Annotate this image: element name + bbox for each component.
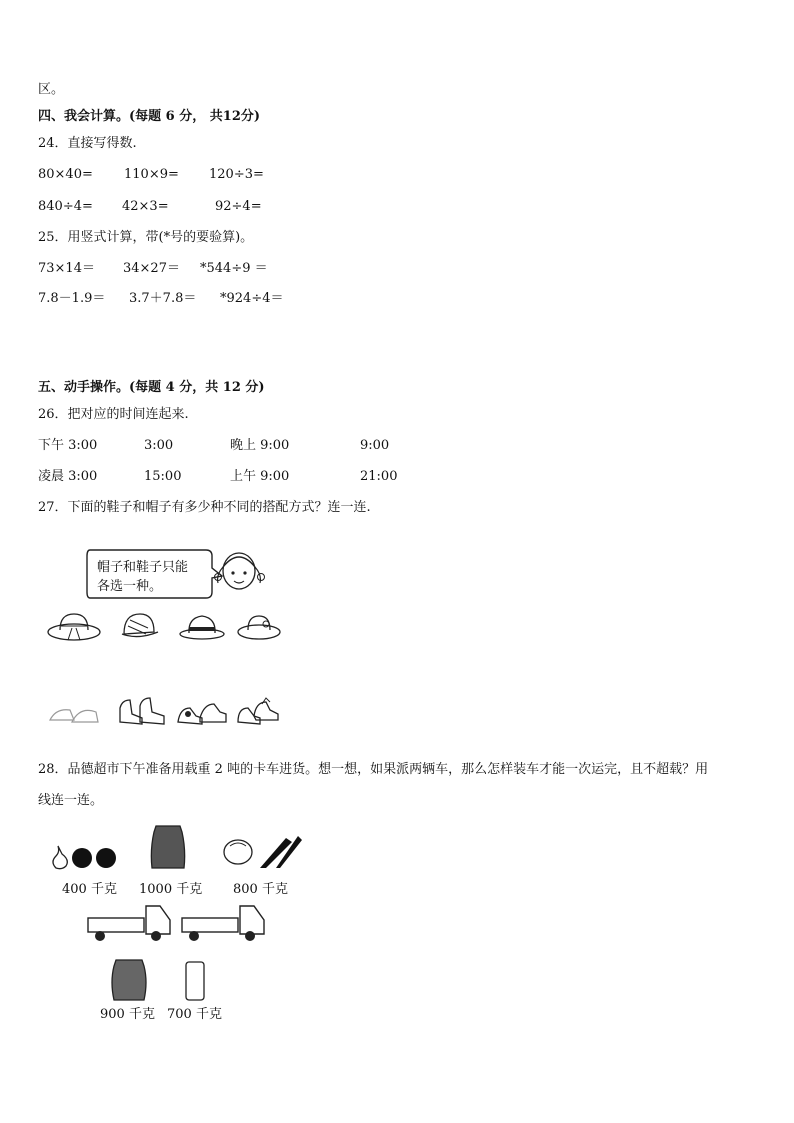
q24-item: 42×3= (122, 199, 169, 214)
goods-weight-label: 400 千克 (62, 882, 117, 897)
truck-icon (86, 902, 176, 944)
q26-time: 3:00 (144, 438, 174, 453)
q25-item: *544÷9 ＝ (200, 261, 268, 276)
sports-shoes-icon (236, 696, 280, 728)
bubble-text: 各选一种。 (97, 579, 163, 594)
fruit-icon (48, 842, 122, 870)
q26-time: 15:00 (144, 469, 182, 484)
sandals-icon (46, 700, 102, 728)
q24-item: 80×40= (38, 167, 93, 182)
q26-time: 9:00 (360, 438, 390, 453)
question-28-prompt: 28．品德超市下午准备用载重 2 吨的卡车进货。想一想，如果派两辆车，那么怎样装车才能一次运完，且不超载？用 (38, 762, 709, 777)
vegetables-icon (220, 830, 304, 870)
q24-item: 92÷4= (215, 199, 262, 214)
q26-time: 下午 3:00 (38, 438, 98, 453)
q26-time: 凌晨 3:00 (38, 469, 98, 484)
q25-item: 34×27＝ (123, 261, 180, 276)
section-4-heading: 四、我会计算。(每题 6 分， 共12分) (38, 109, 261, 124)
question-24-prompt: 24．直接写得数. (38, 136, 137, 151)
q25-item: 3.7＋7.8＝ (129, 291, 197, 306)
section-5-heading: 五、动手操作。(每题 4 分，共 12 分) (38, 380, 265, 395)
goods-weight-label: 900 千克 (100, 1007, 155, 1022)
sack-icon (150, 822, 186, 870)
question-26-prompt: 26．把对应的时间连起来. (38, 407, 189, 422)
fedora-hat-icon (178, 610, 226, 644)
q26-time: 晚上 9:00 (230, 438, 290, 453)
question-25-prompt: 25．用竖式计算，带(*号的要验算)。 (38, 230, 254, 245)
cap-icon (118, 610, 160, 644)
q25-item: 73×14＝ (38, 261, 95, 276)
truck-icon (180, 902, 270, 944)
bubble-text: 帽子和鞋子只能 (97, 560, 189, 575)
sack-icon (110, 956, 148, 1002)
sneakers-icon (176, 698, 228, 728)
q25-item: *924÷4＝ (220, 291, 284, 306)
q26-time: 21:00 (360, 469, 398, 484)
goods-weight-label: 1000 千克 (139, 882, 203, 897)
sun-hat-icon (46, 610, 102, 644)
goods-weight-label: 800 千克 (233, 882, 288, 897)
q24-item: 110×9= (124, 167, 179, 182)
question-28-prompt-continued: 线连一连。 (38, 793, 104, 808)
question-27-prompt: 27．下面的鞋子和帽子有多少种不同的搭配方式？连一连. (38, 500, 371, 515)
q26-time: 上午 9:00 (230, 469, 290, 484)
q24-item: 120÷3= (209, 167, 264, 182)
girl-icon (212, 545, 268, 597)
text-fragment: 区。 (38, 82, 65, 97)
q25-item: 7.8－1.9＝ (38, 291, 106, 306)
barrel-icon (184, 960, 206, 1002)
goods-weight-label: 700 千克 (167, 1007, 222, 1022)
flower-hat-icon (236, 610, 282, 644)
q24-item: 840÷4= (38, 199, 93, 214)
boots-icon (116, 696, 168, 728)
